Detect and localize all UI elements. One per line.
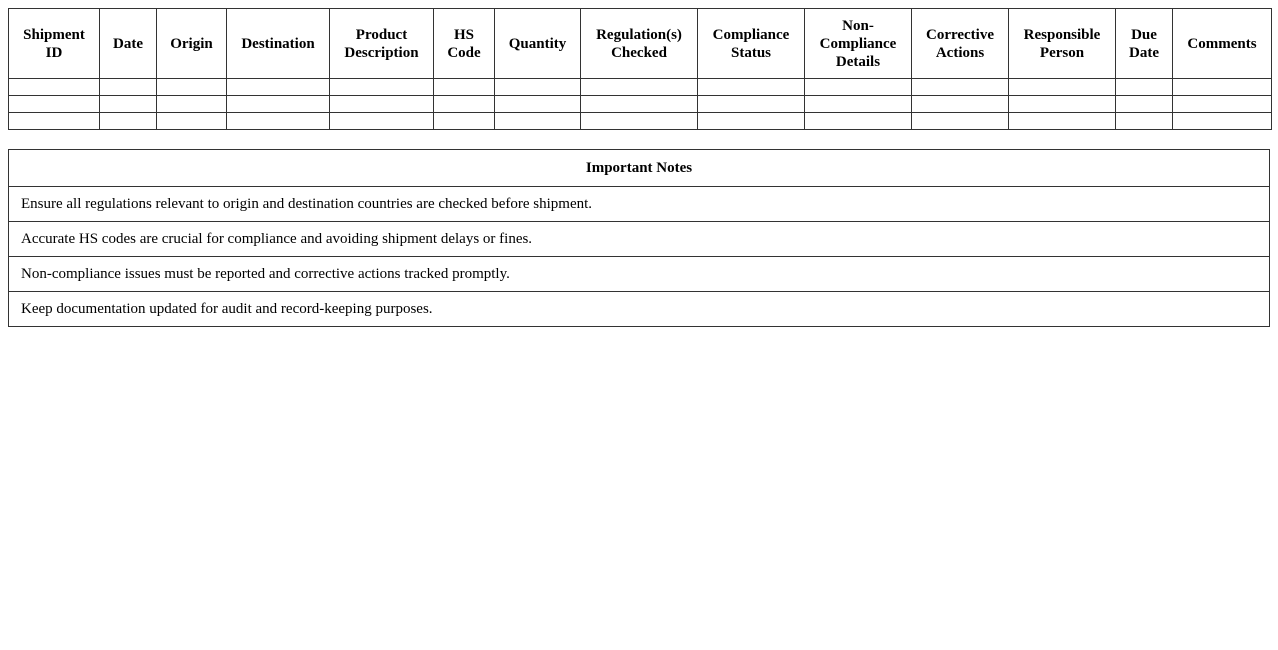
notes-title: Important Notes: [9, 150, 1270, 187]
table-cell[interactable]: [1173, 113, 1272, 130]
table-cell[interactable]: [227, 79, 330, 96]
table-cell[interactable]: [1116, 113, 1173, 130]
table-cell[interactable]: [100, 113, 157, 130]
table-cell[interactable]: [227, 113, 330, 130]
column-header: Due Date: [1116, 9, 1173, 79]
table-cell[interactable]: [912, 96, 1009, 113]
note-text: Non-compliance issues must be reported and corrective actions tracked promptly.: [9, 257, 1270, 292]
note-text: Ensure all regulations relevant to origin and destination countries are checked before shipment.: [9, 187, 1270, 222]
table-cell[interactable]: [1173, 79, 1272, 96]
table-cell[interactable]: [698, 96, 805, 113]
note-text: Accurate HS codes are crucial for compliance and avoiding shipment delays or fines.: [9, 222, 1270, 257]
table-cell[interactable]: [330, 79, 434, 96]
table-cell[interactable]: [434, 79, 495, 96]
table-row: [9, 96, 1272, 113]
note-row: [9, 187, 1270, 222]
note-row: [9, 292, 1270, 327]
column-header: Shipment ID: [9, 9, 100, 79]
table-cell[interactable]: [9, 113, 100, 130]
table-cell[interactable]: [434, 96, 495, 113]
column-header: Quantity: [495, 9, 581, 79]
table-cell[interactable]: [157, 96, 227, 113]
table-cell[interactable]: [495, 79, 581, 96]
table-cell[interactable]: [581, 96, 698, 113]
important-notes-table: [8, 149, 1270, 327]
column-header: Date: [100, 9, 157, 79]
table-cell[interactable]: [495, 113, 581, 130]
table-cell[interactable]: [434, 113, 495, 130]
note-text: Keep documentation updated for audit and record-keeping purposes.: [9, 292, 1270, 327]
table-cell[interactable]: [1009, 96, 1116, 113]
table-cell[interactable]: [9, 96, 100, 113]
table-cell[interactable]: [157, 79, 227, 96]
table-cell[interactable]: [495, 96, 581, 113]
column-header: Regulation(s) Checked: [581, 9, 698, 79]
table-cell[interactable]: [698, 113, 805, 130]
table-cell[interactable]: [9, 79, 100, 96]
table-cell[interactable]: [805, 113, 912, 130]
column-header: Origin: [157, 9, 227, 79]
column-header: HS Code: [434, 9, 495, 79]
table-cell[interactable]: [157, 113, 227, 130]
table-cell[interactable]: [1009, 113, 1116, 130]
table-cell[interactable]: [1173, 96, 1272, 113]
table-row: [9, 79, 1272, 96]
table-cell[interactable]: [330, 96, 434, 113]
column-header: Comments: [1173, 9, 1272, 79]
compliance-log-table: [8, 8, 1272, 130]
table-cell[interactable]: [227, 96, 330, 113]
column-header: Corrective Actions: [912, 9, 1009, 79]
table-cell[interactable]: [581, 113, 698, 130]
table-cell[interactable]: [100, 79, 157, 96]
note-row: [9, 222, 1270, 257]
column-header: Non-Compliance Details: [805, 9, 912, 79]
table-cell[interactable]: [1116, 96, 1173, 113]
column-header: Destination: [227, 9, 330, 79]
note-row: [9, 257, 1270, 292]
table-cell[interactable]: [912, 113, 1009, 130]
column-header: Responsible Person: [1009, 9, 1116, 79]
table-header-row: [9, 9, 1272, 79]
table-cell[interactable]: [805, 96, 912, 113]
table-cell[interactable]: [100, 96, 157, 113]
table-cell[interactable]: [330, 113, 434, 130]
column-header: Compliance Status: [698, 9, 805, 79]
table-cell[interactable]: [1009, 79, 1116, 96]
table-cell[interactable]: [698, 79, 805, 96]
table-cell[interactable]: [912, 79, 1009, 96]
table-row: [9, 113, 1272, 130]
column-header: Product Description: [330, 9, 434, 79]
table-cell[interactable]: [805, 79, 912, 96]
table-cell[interactable]: [1116, 79, 1173, 96]
table-cell[interactable]: [581, 79, 698, 96]
